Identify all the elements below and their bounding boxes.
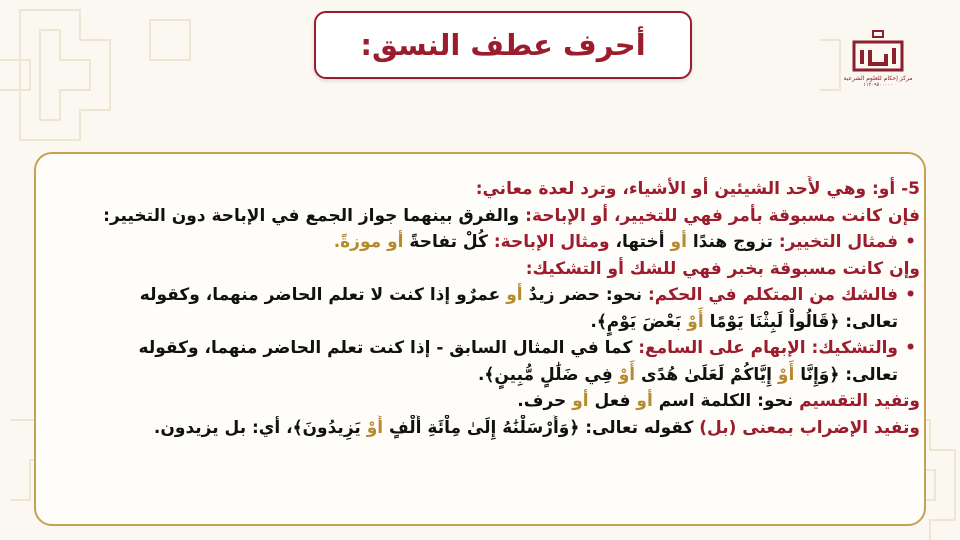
line-amr xyxy=(44,203,920,230)
amr-condition: فإن كانت مسبوقة بأمر فهي للتخيير، أو الإباحة: xyxy=(525,205,920,226)
taqsim-label: وتفيد التقسيم xyxy=(799,391,920,411)
or-word: أو xyxy=(636,391,653,411)
tashkik-label: والتشكيك: الإبهام على السامع: xyxy=(638,338,898,358)
or-word: أو xyxy=(670,232,687,252)
or-word: أَوْ xyxy=(777,364,795,385)
tashkik-verse-2: إِيَّاكُمْ لَعَلَىٰ هُدًى xyxy=(635,364,778,385)
content-text xyxy=(44,176,920,441)
takhyir-text-2: أختها، xyxy=(609,232,671,252)
ibaha-text-2: موزةً. xyxy=(333,232,388,252)
amr-difference: والفرق بينهما جواز الجمع في الإباحة دون التخيير: xyxy=(103,205,526,226)
bullet-takhyir xyxy=(44,229,920,256)
line-khabar: وإن كانت مسبوقة بخبر فهي للشك أو التشكيك: xyxy=(525,258,920,279)
logo xyxy=(843,30,913,94)
line-idrab xyxy=(44,415,920,442)
logo-number: ١١٢٠٩٥٠٠٠٠٠ xyxy=(863,82,893,88)
shakk-text-1: نحو: حضر زيدٌ xyxy=(522,285,648,305)
or-word: أو xyxy=(506,285,523,305)
idrab-label: وتفيد الإضراب بمعنى (بل) xyxy=(699,417,920,438)
shakk-verse-1: تعالى: ﴿قَالُواْ لَبِثْنَا يَوْمًا xyxy=(703,311,898,332)
shakk-verse-2: بَعْضَ يَوْمٍ﴾. xyxy=(590,311,688,332)
or-word: أو xyxy=(572,391,589,411)
title-box xyxy=(314,11,692,79)
tashkik-verse-1: تعالى: ﴿وَإِنَّا xyxy=(794,364,898,385)
bullet-shakk xyxy=(44,282,920,335)
line-taqsim xyxy=(44,388,920,415)
taqsim-text-3: حرف. xyxy=(517,391,573,411)
logo-subtitle: مركز إحكام للعلوم الشرعية xyxy=(843,75,913,82)
ibaha-label: ومثال الإباحة: xyxy=(493,232,610,252)
tashkik-verse-3: فِي ضَلَٰلٍ مُّبِينٍ﴾. xyxy=(477,364,619,385)
shakk-text-2: عمرٌو إذا كنت لا تعلم الحاضر منهما، وكقوله xyxy=(139,285,507,305)
idrab-text-2: يَزِيدُونَ﴾، أي: بل يزيدون. xyxy=(153,417,367,438)
ibaha-text-1: كُلْ تفاحةً xyxy=(403,232,494,252)
takhyir-label: فمثال التخيير: xyxy=(778,232,898,252)
shakk-label: فالشك من المتكلم في الحكم: xyxy=(647,285,898,305)
or-word: أَوْ xyxy=(618,364,636,385)
or-word: أو xyxy=(387,232,404,252)
page-title: أحرف عطف النسق: xyxy=(360,28,646,62)
or-word: أَوْ xyxy=(366,417,384,438)
idrab-text-1: كقوله تعالى: ﴿وَأَرْسَلْنَٰهُ إِلَىٰ مِاْئَةِ أَلْفٍ xyxy=(383,417,700,438)
or-word: أَوْ xyxy=(687,311,704,332)
logo-mark-icon xyxy=(846,30,910,74)
takhyir-text-1: تزوج هندًا xyxy=(686,232,779,252)
bullet-tashkik xyxy=(44,335,920,388)
taqsim-text-2: فعل xyxy=(588,391,637,411)
taqsim-text-1: نحو: الكلمة اسم xyxy=(652,391,800,411)
line-aw-definition: 5- أو: وهي لأَحد الشيئين أو الأشياء، وترد لعدة معاني: xyxy=(475,179,920,199)
tashkik-text-1: كما في المثال السابق - إذا كنت تعلم الحاضر منهما، وكقوله xyxy=(138,338,639,358)
